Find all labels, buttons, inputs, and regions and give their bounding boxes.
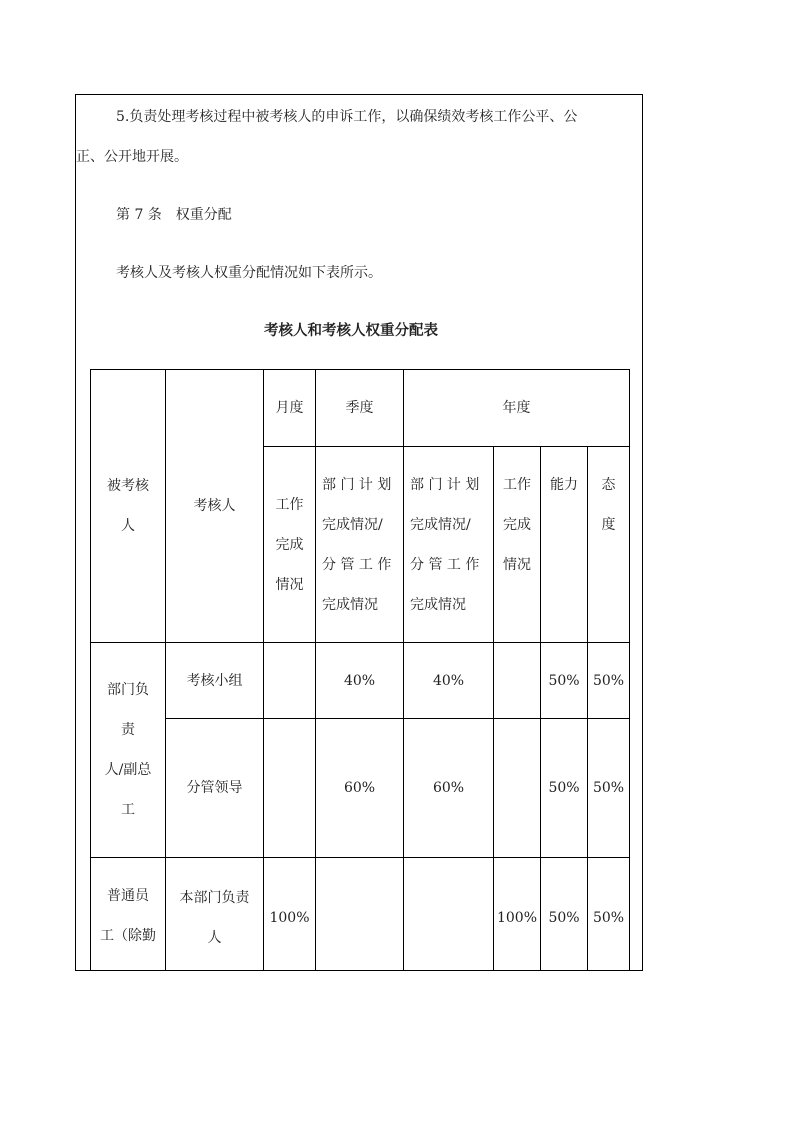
cell-quarterly-plan: 60% [316, 719, 404, 858]
cell-ability: 50% [541, 719, 588, 858]
header-ability: 能力 [541, 447, 588, 643]
weight-table [90, 369, 630, 971]
header-assessee-l2: 人 [121, 518, 135, 534]
text-line: 人 [207, 929, 222, 946]
cell-annual-work [494, 643, 541, 719]
row-assessee [91, 858, 166, 972]
header-quarterly-plan [316, 447, 404, 643]
paragraph-5-line2: 正、公开地开展。 [76, 149, 188, 165]
cell-monthly-work [264, 719, 316, 858]
document-frame [75, 94, 643, 971]
text-line: 工作 [275, 496, 304, 513]
text-line: 部 门 计 划 [322, 476, 392, 493]
header-monthly-work [264, 447, 316, 643]
header-attitude [588, 447, 630, 643]
text-line: 度 [601, 517, 616, 533]
cell-assessor [166, 858, 264, 972]
text-line: 情况 [503, 557, 531, 573]
cell-annual-work [494, 719, 541, 858]
table-title: 考核人和考核人权重分配表 [264, 323, 438, 339]
cell-monthly-work [264, 643, 316, 719]
cell-annual-plan: 40% [404, 643, 494, 719]
cell-ability: 50% [541, 858, 588, 972]
cell-quarterly-plan [316, 858, 404, 972]
paragraph-5-line1: 5.负责处理考核过程中被考核人的申诉工作，以确保绩效考核工作公平、公 [116, 109, 578, 125]
text-line: 分 管 工 作 [322, 556, 392, 573]
header-assessee [91, 370, 166, 643]
header-annual: 年度 [404, 370, 630, 447]
cell-annual-plan: 60% [404, 719, 494, 858]
text-line: 本部门负责 [179, 889, 250, 906]
cell-annual-work: 100% [494, 858, 541, 972]
header-assessee-l1: 被考核 [107, 478, 149, 494]
intro-paragraph: 考核人及考核人权重分配情况如下表所示。 [116, 265, 382, 281]
cell-quarterly-plan: 40% [316, 643, 404, 719]
text-line: 工 [121, 802, 135, 818]
text-line: 部门负 [107, 682, 149, 698]
row-assessee [91, 643, 166, 858]
cell-annual-plan [404, 858, 494, 972]
text-line: 完成情况 [322, 596, 378, 613]
header-assessor: 考核人 [166, 370, 264, 643]
header-monthly: 月度 [264, 370, 316, 447]
text-line: 完成 [275, 536, 304, 553]
table-row [91, 643, 630, 719]
text-line: 完成情况/ [410, 516, 471, 533]
text-line: 情况 [275, 576, 304, 593]
cell-attitude: 50% [588, 858, 630, 972]
text-line: 工作 [503, 477, 531, 493]
text-line: 完成情况 [410, 596, 466, 613]
text-line: 普通员 [107, 888, 149, 904]
header-annual-work [494, 447, 541, 643]
text-line: 工（除勤 [100, 928, 156, 944]
text-line: 完成 [503, 517, 531, 533]
text-line: 人/副总 [104, 762, 152, 778]
header-annual-plan [404, 447, 494, 643]
text-line: 完成情况/ [322, 516, 383, 533]
cell-assessor: 分管领导 [166, 719, 264, 858]
text-line: 分 管 工 作 [410, 556, 480, 573]
table-row [91, 858, 630, 972]
cell-ability: 50% [541, 643, 588, 719]
cell-attitude: 50% [588, 643, 630, 719]
table-row [91, 719, 630, 858]
article-7-heading: 第 7 条 权重分配 [116, 207, 232, 223]
cell-assessor: 考核小组 [166, 643, 264, 719]
text-line: 部 门 计 划 [410, 476, 480, 493]
text-line: 态 [601, 477, 616, 493]
text-line: 责 [121, 722, 135, 738]
cell-attitude: 50% [588, 719, 630, 858]
cell-monthly-work: 100% [264, 858, 316, 972]
header-quarterly: 季度 [316, 370, 404, 447]
